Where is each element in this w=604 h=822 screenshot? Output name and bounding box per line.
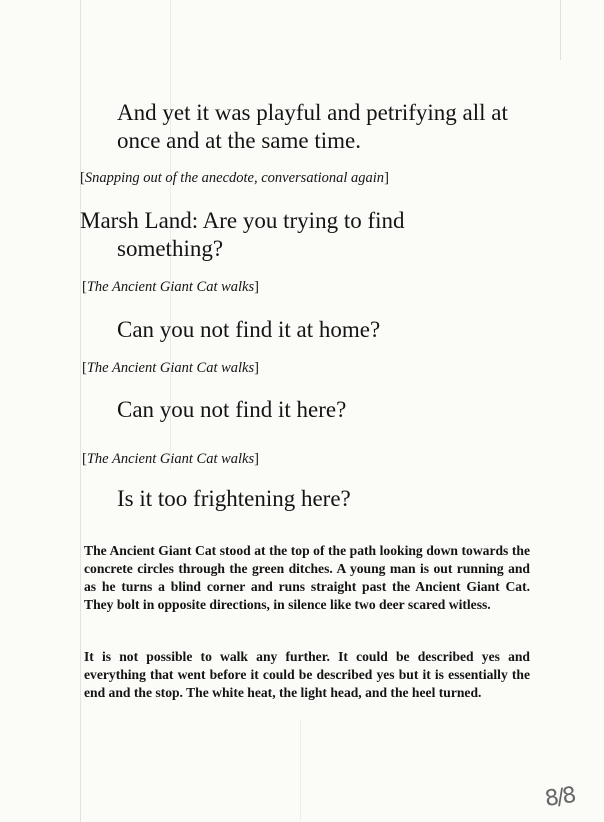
stage-direction: [The Ancient Giant Cat walks] [82,360,259,376]
dialogue-line: Can you not find it here? [117,397,347,422]
stage-direction: [Snapping out of the anecdote, conversational again] [80,170,389,186]
dialogue-line-marsh-land: Marsh Land: Are you trying to find something? [80,208,405,261]
stage-direction: [The Ancient Giant Cat walks] [82,451,259,467]
scan-streak [300,720,301,820]
page-number: 8/8 [542,783,576,812]
prose-paragraph: The Ancient Giant Cat stood at the top of the path looking down towards the concrete circles through the green ditches. A young man is out running and as he turns a blind corner and runs straight past the Ancient Giant Cat. They bolt in opposite directions, in silence like two deer scared witless. [84,543,530,612]
prose-paragraph: It is not possible to walk any further. It could be described yes and everything that went before it could be described yes but it is essentially the end and the stop. The white heat, the light head, and the heel turned. [84,649,530,700]
scan-streak [560,0,561,60]
scan-streak [80,0,81,822]
dialogue-line: Is it too frightening here? [117,486,351,511]
stage-direction: [The Ancient Giant Cat walks] [82,279,259,295]
dialogue-line: And yet it was playful and petrifying all at once and at the same time. [117,100,508,153]
dialogue-line: Can you not find it at home? [117,317,381,342]
